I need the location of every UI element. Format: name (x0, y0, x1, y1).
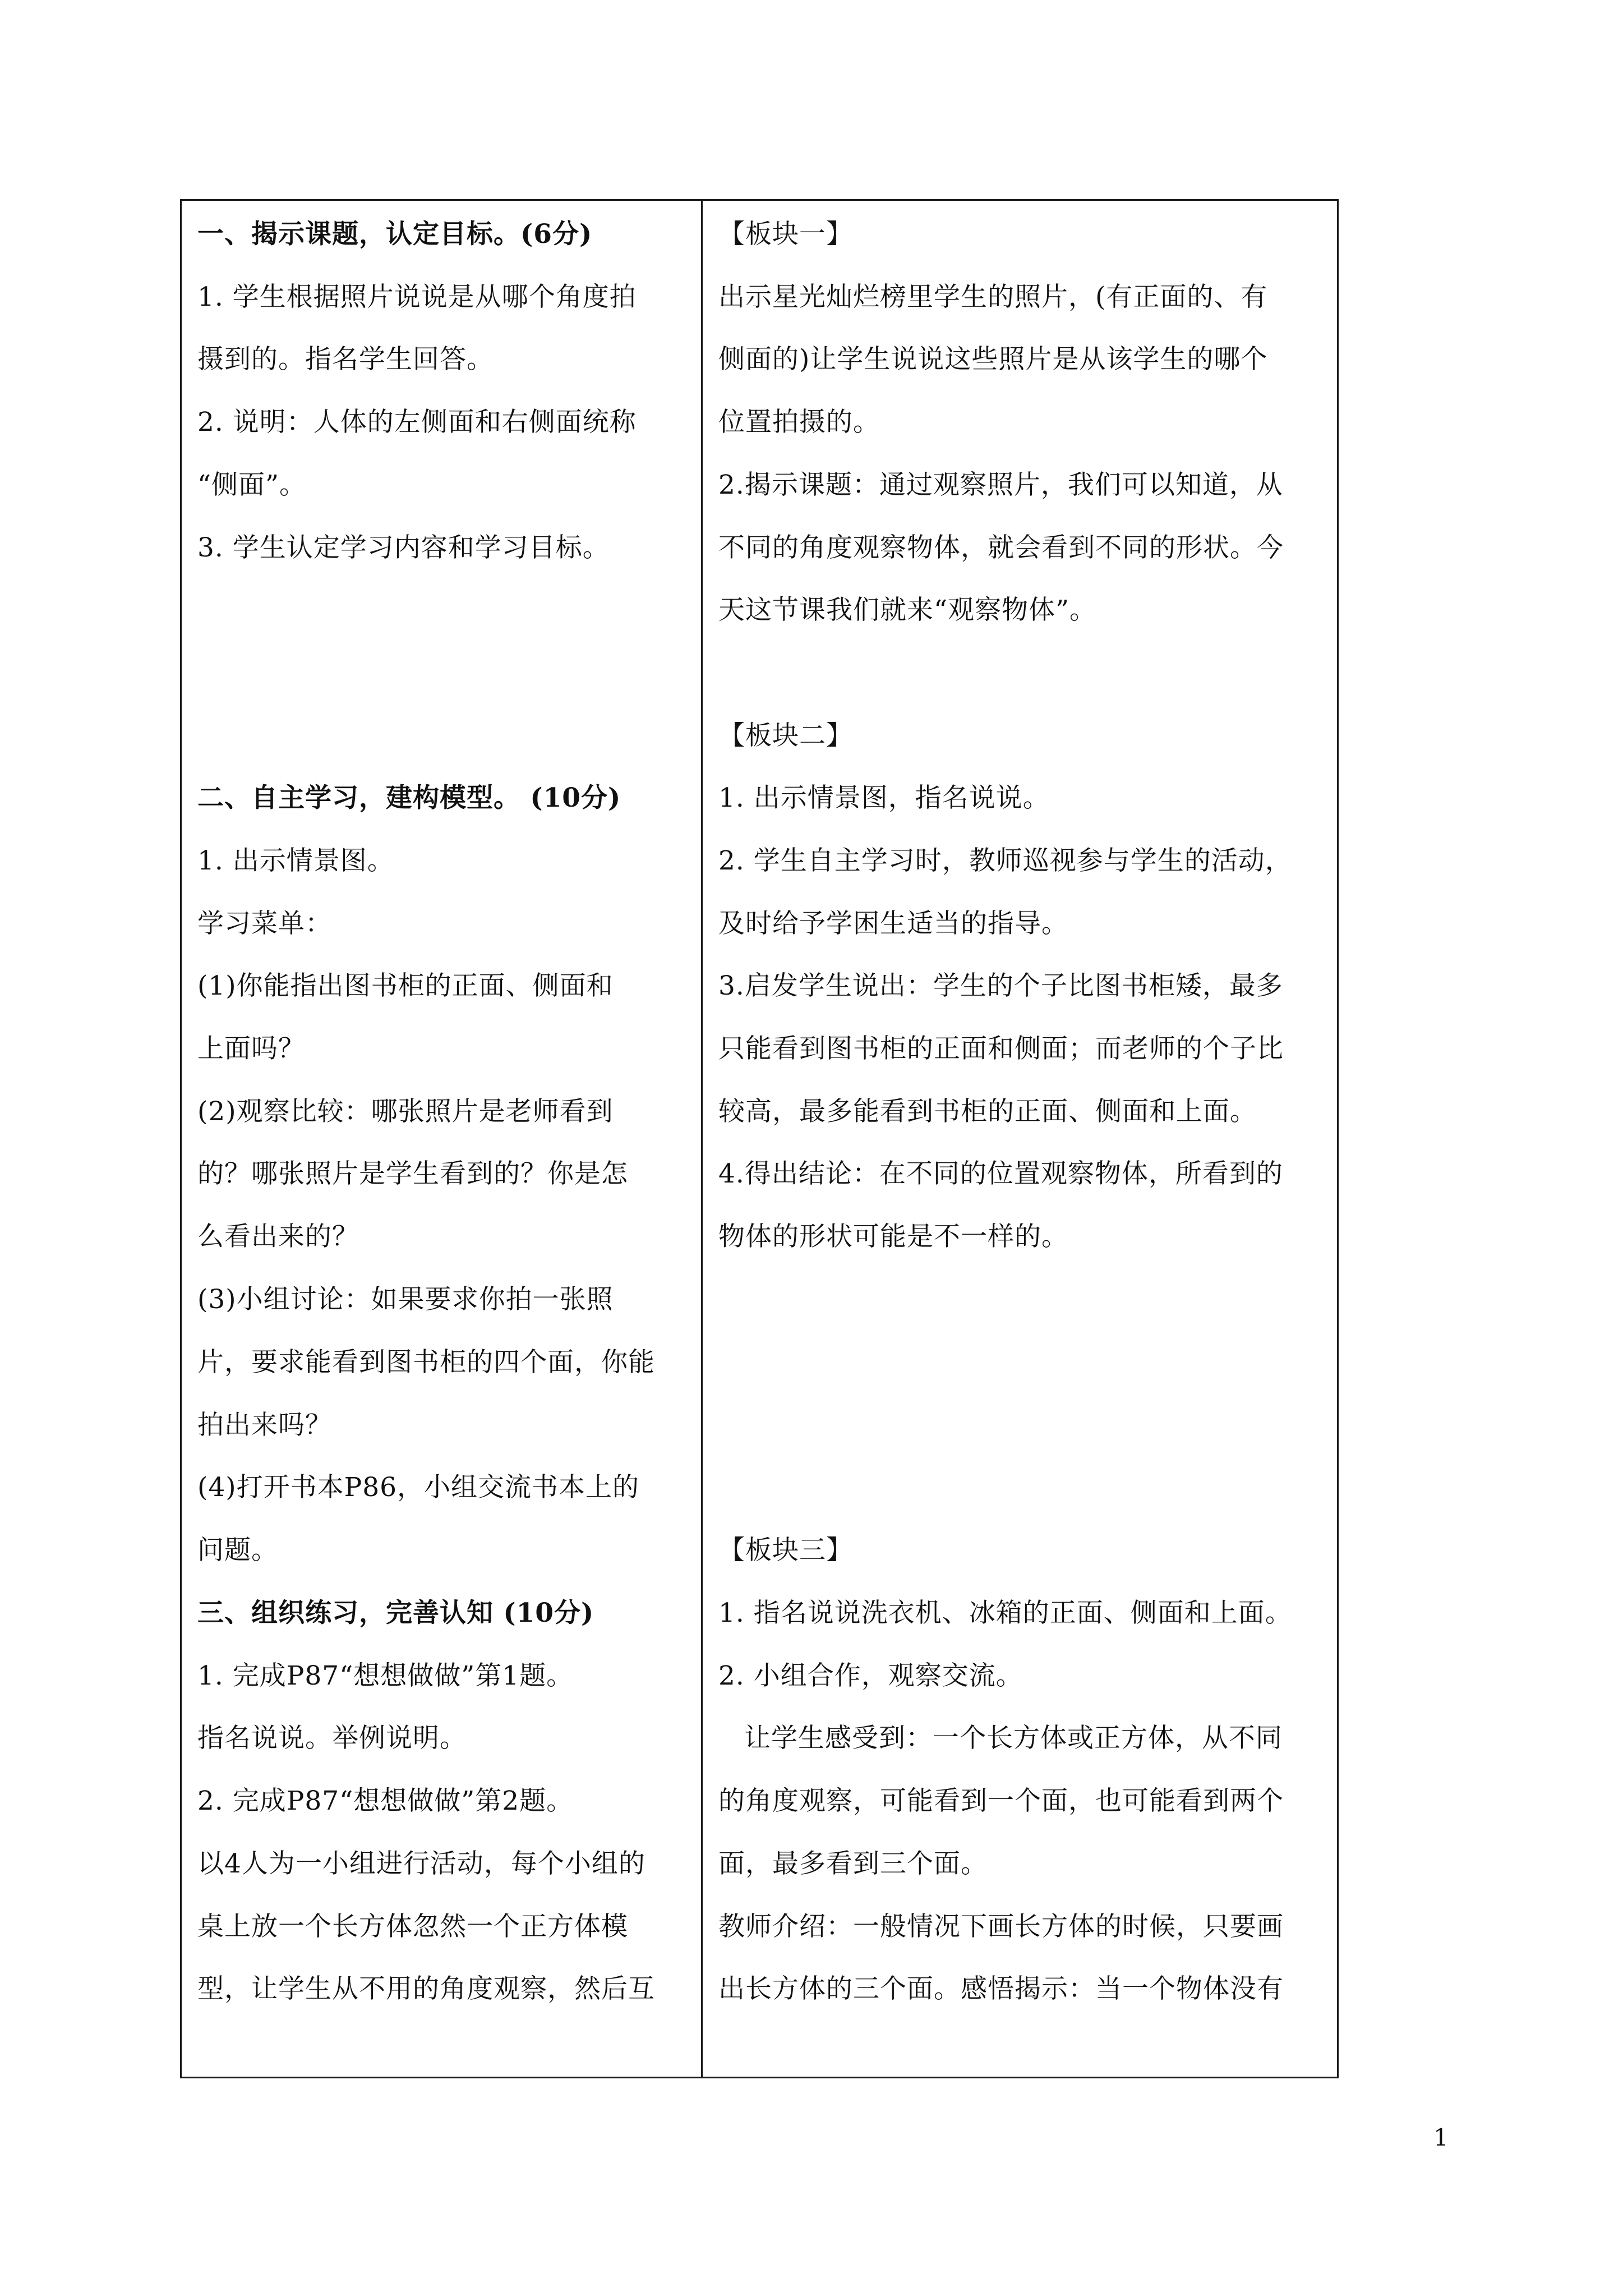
text-line: 片，要求能看到图书柜的四个面，你能 (197, 1347, 655, 1378)
text-line: 出长方体的三个面。感悟揭示：当一个物体没有 (718, 1973, 1284, 2004)
text-line: 2. 学生自主学习时，教师巡视参与学生的活动， (718, 845, 1292, 876)
text-line: “侧面”。 (197, 470, 307, 500)
text-line: 2. 小组合作，观察交流。 (718, 1660, 1023, 1691)
text-line: 指名说说。举例说明。 (197, 1723, 467, 1754)
text-line: 4.得出结论：在不同的位置观察物体，所看到的 (718, 1158, 1283, 1189)
text-line: 桌上放一个长方体忽然一个正方体模 (197, 1911, 628, 1942)
text-line: 上面吗？ (197, 1033, 305, 1064)
text-line: 让学生感受到：一个长方体或正方体，从不同 (744, 1723, 1283, 1754)
text-line: 不同的角度观察物体，就会看到不同的形状。今 (718, 532, 1284, 563)
text-line: 的？哪张照片是学生看到的？你是怎 (197, 1158, 628, 1189)
text-line: 位置拍摄的。 (718, 407, 880, 438)
text-line: (1)你能指出图书柜的正面、侧面和 (197, 970, 614, 1001)
text-line: 侧面的)让学生说说这些照片是从该学生的哪个 (718, 344, 1268, 375)
text-line: 只能看到图书柜的正面和侧面；而老师的个子比 (718, 1033, 1284, 1064)
text-line: 天这节课我们就来“观察物体”。 (718, 595, 1097, 625)
text-line: (4)打开书本P86，小组交流书本上的 (197, 1472, 640, 1503)
text-line: 摄到的。指名学生回答。 (197, 344, 494, 375)
text-line: 出示星光灿烂榜里学生的照片，(有正面的、有 (718, 282, 1268, 312)
text-line: (2)观察比较：哪张照片是老师看到 (197, 1096, 614, 1127)
text-line: 拍出来吗？ (197, 1410, 332, 1441)
text-line: 2.揭示课题：通过观察照片，我们可以知道，从 (718, 470, 1283, 500)
text-line: 3.启发学生说出：学生的个子比图书柜矮，最多 (718, 970, 1283, 1001)
text-line: 1. 出示情景图，指名说说。 (718, 783, 1050, 813)
text-line: 较高，最多能看到书柜的正面、侧面和上面。 (718, 1096, 1257, 1127)
text-line: 1. 学生根据照片说说是从哪个角度拍 (197, 282, 637, 312)
text-line: 面，最多看到三个面。 (718, 1848, 988, 1879)
section-heading-3: 三、组织练习，完善认知 (10分) (197, 1598, 594, 1628)
text-line: 物体的形状可能是不一样的。 (718, 1221, 1068, 1252)
section-heading-1: 一、揭示课题，认定目标。(6分) (197, 219, 593, 250)
text-line: 1. 出示情景图。 (197, 845, 394, 876)
right-column (703, 201, 1337, 2077)
text-line: 学习菜单： (197, 908, 332, 939)
text-line: 2. 说明：人体的左侧面和右侧面统称 (197, 407, 637, 438)
text-line: 教师介绍：一般情况下画长方体的时候，只要画 (718, 1911, 1284, 1942)
text-line: 以4人为一小组进行活动，每个小组的 (197, 1848, 645, 1879)
text-line: 的角度观察，可能看到一个面，也可能看到两个 (718, 1786, 1284, 1816)
left-column (182, 201, 703, 2077)
lesson-plan-table (180, 199, 1339, 2078)
text-line: 1. 指名说说洗衣机、冰箱的正面、侧面和上面。 (718, 1598, 1292, 1628)
text-line: 1. 完成P87“想想做做”第1题。 (197, 1660, 574, 1691)
text-line: 么看出来的？ (197, 1221, 359, 1252)
section-heading-2: 二、自主学习，建构模型。 (10分) (197, 783, 621, 813)
text-line: 问题。 (197, 1535, 278, 1566)
block-heading-2: 【板块二】 (718, 720, 853, 751)
text-line: 型，让学生从不用的角度观察，然后互 (197, 1973, 655, 2004)
text-line: 2. 完成P87“想想做做”第2题。 (197, 1786, 574, 1816)
block-heading-3: 【板块三】 (718, 1535, 853, 1566)
text-line: 及时给予学困生适当的指导。 (718, 908, 1068, 939)
block-heading-1: 【板块一】 (718, 219, 853, 250)
page-number: 1 (1433, 2124, 1449, 2151)
text-line: (3)小组讨论：如果要求你拍一张照 (197, 1284, 614, 1315)
text-line: 3. 学生认定学习内容和学习目标。 (197, 532, 610, 563)
